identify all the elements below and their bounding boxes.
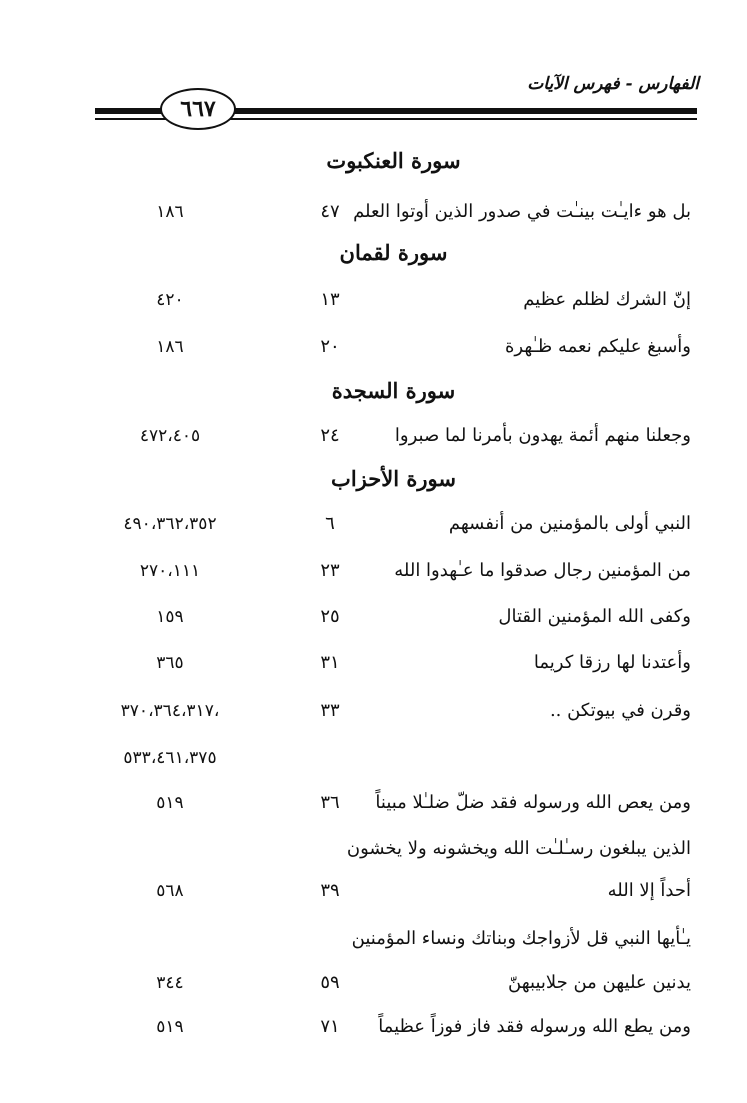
ayah-number: ٦ (325, 513, 335, 534)
page-refs: ٣٦٥ (156, 653, 184, 673)
index-entry (0, 554, 747, 588)
surah-heading-ahzab: سورة الأحزاب (331, 466, 456, 491)
page-refs: ٤٩٠،٣٦٢،٣٥٢ (123, 514, 217, 534)
ayah-number: ٢٣ (320, 560, 340, 581)
verse-text: النبي أولى بالمؤمنين من أنفسهم (448, 513, 691, 534)
page-refs: ،٣٧٠،٣٦٤،٣١٧ (120, 701, 220, 721)
ayah-number: ٢٥ (320, 606, 340, 627)
verse-text: إنّ الشرك لظلم عظيم (523, 289, 691, 310)
verse-text: بل هو ءايـٰت بينـٰت في صدور الذين أوتوا العلم (353, 201, 691, 222)
verse-text: الذين يبلغون رسـٰلـٰت الله ويخشونه ولا يخشون (346, 838, 691, 859)
verse-text: يدنين عليهن من جلابيبهنّ (508, 972, 691, 993)
verse-text: وأعتدنا لها رزقا كريما (533, 652, 691, 673)
index-entry (0, 419, 747, 453)
index-entry (0, 786, 747, 820)
index-entry (0, 922, 747, 956)
page-refs: ٥٣٣،٤٦١،٣٧٥ (123, 748, 217, 768)
page-refs: ٣٤٤ (156, 973, 184, 993)
ayah-number: ٣١ (320, 652, 340, 673)
index-entry (0, 646, 747, 680)
verse-text: من المؤمنين رجال صدقوا ما عـٰهدوا الله (394, 560, 691, 581)
verse-text: وجعلنا منهم أئمة يهدون بأمرنا لما صبروا (394, 425, 691, 446)
page-refs: ١٥٩ (156, 607, 184, 627)
index-entry (0, 832, 747, 866)
ayah-number: ٢٠ (320, 336, 340, 357)
ayah-number: ٧١ (320, 1016, 340, 1037)
index-entry (0, 874, 747, 908)
page-refs: ٤٧٢،٤٠٥ (139, 426, 201, 446)
ayah-number: ٤٧ (320, 201, 340, 222)
surah-heading-ankabut: سورة العنكبوت (326, 148, 461, 173)
page-refs: ٥١٩ (156, 1017, 184, 1037)
verse-text: وأسبغ عليكم نعمه ظـٰهرة (504, 336, 691, 357)
running-title: الفهارس - فهرس الآيات (527, 74, 699, 94)
ayah-number: ٣٩ (320, 880, 340, 901)
index-entry (0, 330, 747, 364)
index-entry (0, 507, 747, 541)
ayah-number: ٣٦ (320, 792, 340, 813)
page-refs: ٥٦٨ (156, 881, 184, 901)
index-entry (0, 283, 747, 317)
ayah-number: ١٣ (320, 289, 340, 310)
verse-text: ومن يعص الله ورسوله فقد ضلّ ضلـٰلا مبيناً (375, 792, 691, 813)
ayah-number: ٣٣ (320, 700, 340, 721)
ayah-number: ٥٩ (320, 972, 340, 993)
page-refs: ١٨٦ (156, 202, 184, 222)
page-number: ٦٦٧ (160, 88, 236, 130)
page-refs: ٢٧٠،١١١ (139, 561, 201, 581)
surah-heading-sajdah: سورة السجدة (331, 378, 456, 403)
verse-text: يـٰأيها النبي قل لأزواجك وبناتك ونساء المؤمنين (351, 928, 691, 949)
page-refs: ٤٢٠ (156, 290, 184, 310)
ayah-number: ٢٤ (320, 425, 340, 446)
surah-heading-luqman: سورة لقمان (339, 240, 448, 265)
index-entry (0, 195, 747, 229)
verse-text: ومن يطع الله ورسوله فقد فاز فوزاً عظيماً (378, 1016, 691, 1037)
index-entry (0, 966, 747, 1000)
index-entry (0, 1010, 747, 1044)
index-entry-continuation (0, 741, 747, 775)
verse-text: وقرن في بيوتكن .. (549, 700, 691, 721)
index-entry (0, 600, 747, 634)
page-refs: ٥١٩ (156, 793, 184, 813)
verse-text: وكفى الله المؤمنين القتال (498, 606, 691, 627)
page-refs: ١٨٦ (156, 337, 184, 357)
verse-text: أحداً إلا الله (607, 880, 691, 901)
index-entry (0, 694, 747, 728)
